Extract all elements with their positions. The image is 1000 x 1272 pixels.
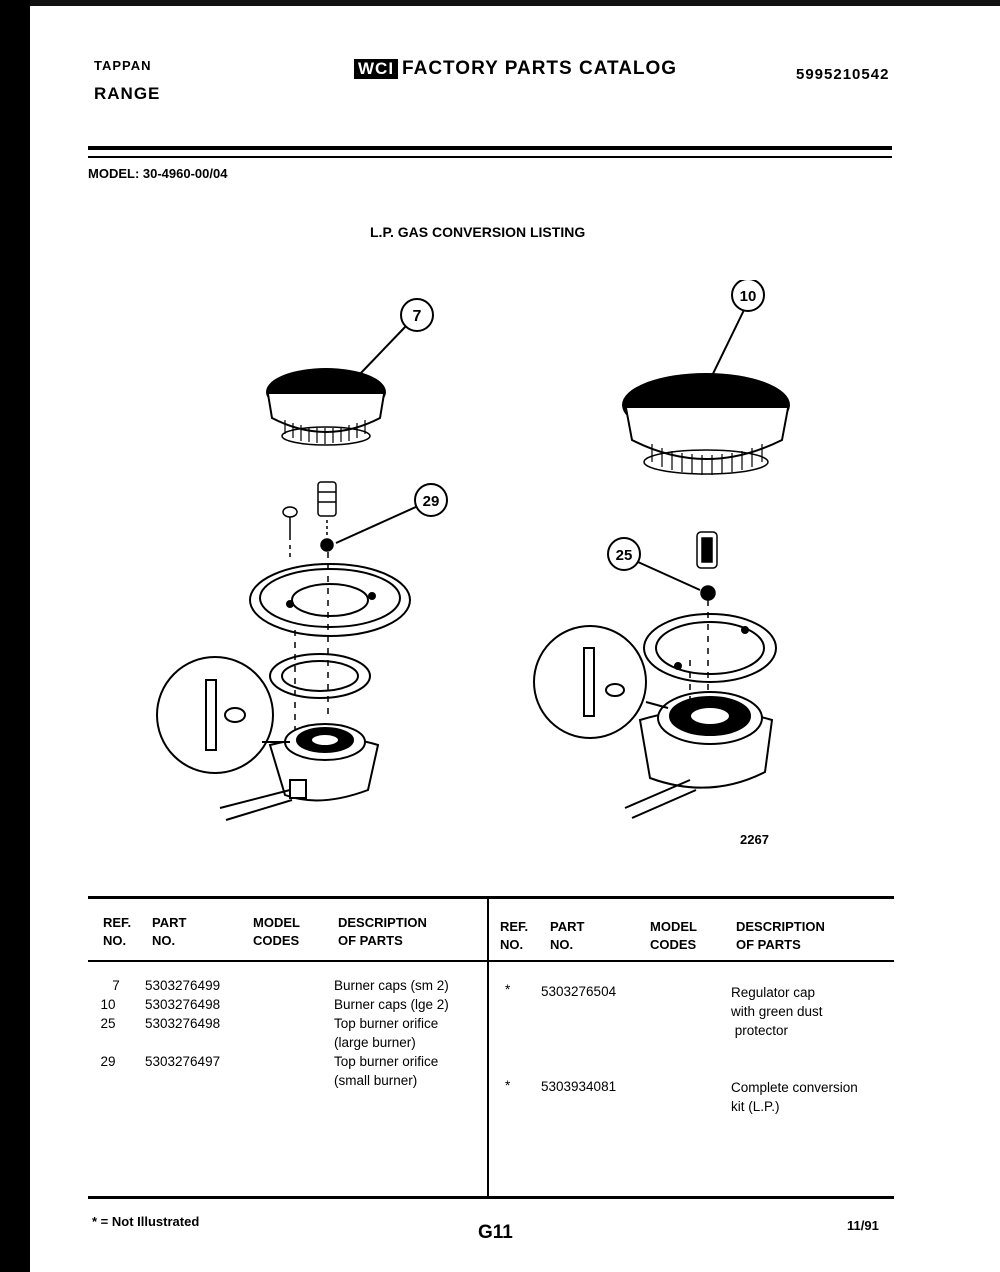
table-row-part: 5303276498 <box>145 1016 221 1031</box>
table-row-ref: * <box>505 1078 511 1093</box>
page-title: L.P. GAS CONVERSION LISTING <box>370 224 586 240</box>
leader-line-10 <box>708 310 744 384</box>
header-rule-thin <box>88 156 892 158</box>
model-line: MODEL: 30-4960-00/04 <box>88 166 228 181</box>
table-row-desc: Top burner orifice (large burner) <box>334 1016 439 1050</box>
callout-label-10: 10 <box>739 288 757 305</box>
table-row-part: 5303276499 <box>145 978 221 993</box>
table-row-desc: Burner caps (sm 2) <box>334 978 449 993</box>
spreader-ring-left <box>270 654 370 698</box>
scan-edge-top <box>30 0 1000 6</box>
right-header-ref: REF. NO. <box>500 919 529 952</box>
right-header-desc: DESCRIPTION OF PARTS <box>736 919 825 952</box>
scan-edge-left <box>0 0 30 1272</box>
burner-cap-small <box>266 368 386 445</box>
table-row-part: 5303276504 <box>541 984 617 999</box>
right-header-model: MODEL CODES <box>650 919 697 952</box>
leader-line-7 <box>360 326 406 374</box>
header-rule <box>88 146 892 150</box>
right-header-part: PART NO. <box>550 919 585 952</box>
table-row-ref: 29 <box>100 1054 116 1069</box>
callout-label-7: 7 <box>412 308 422 325</box>
left-header-model: MODEL CODES <box>253 915 300 948</box>
table-row-ref: * <box>505 982 511 997</box>
revision-date: 11/91 <box>847 1218 879 1233</box>
publication-number: 5995210542 <box>796 66 890 83</box>
burner-grate-ring-left <box>250 564 410 636</box>
table-row-ref: 7 <box>112 978 120 993</box>
table-row-desc: Burner caps (lge 2) <box>334 997 449 1012</box>
table-rule-header <box>88 960 894 962</box>
table-row-ref: 25 <box>100 1016 116 1031</box>
leader-line-29 <box>336 506 418 543</box>
callout-label-29: 29 <box>422 493 440 510</box>
page-number: G11 <box>478 1222 513 1243</box>
table-column-divider <box>487 896 489 1198</box>
left-header-part: PART NO. <box>152 915 187 948</box>
leader-line-25 <box>638 562 700 590</box>
burner-cap-large <box>622 373 790 475</box>
footnote-not-illustrated: * = Not Illustrated <box>92 1214 200 1229</box>
table-row-ref: 10 <box>100 997 116 1012</box>
burner-base-right <box>625 692 772 818</box>
product-name: RANGE <box>94 84 161 103</box>
left-header-desc: DESCRIPTION OF PARTS <box>338 915 427 948</box>
catalog-title: WCI FACTORY PARTS CATALOG <box>354 58 677 80</box>
orifice-spud-small <box>318 482 336 551</box>
table-row-part: 5303276497 <box>145 1054 221 1069</box>
screw <box>283 507 297 560</box>
brand-logo: WCI <box>354 59 398 79</box>
brand-name: TAPPAN <box>94 58 152 73</box>
callout-label-25: 25 <box>615 547 633 564</box>
exploded-parts-diagram <box>150 280 850 840</box>
table-rule-top <box>88 896 894 899</box>
burner-grate-ring-right <box>644 614 776 682</box>
table-row-desc: Regulator cap with green dust protector <box>731 985 823 1038</box>
table-rule-bottom <box>88 1196 894 1199</box>
table-row-desc: Complete conversion kit (L.P.) <box>731 1080 858 1114</box>
table-row-part: 5303276498 <box>145 997 221 1012</box>
figure-number: 2267 <box>740 832 769 847</box>
left-header-ref: REF. NO. <box>103 915 132 948</box>
table-row-desc: Top burner orifice (small burner) <box>334 1054 439 1088</box>
table-row-part: 5303934081 <box>541 1079 617 1094</box>
